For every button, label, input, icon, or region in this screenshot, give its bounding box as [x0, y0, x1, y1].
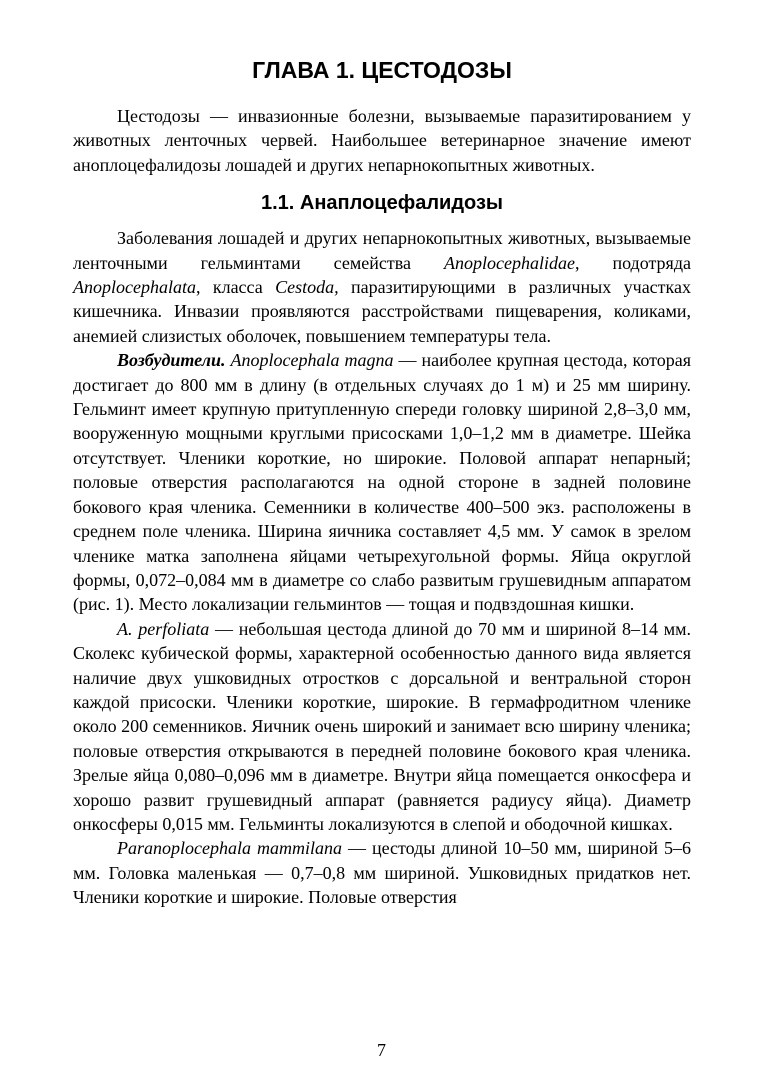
paragraph-paranoplocephala: [73, 836, 691, 909]
paragraph-text: — небольшая цестода длиной до 70 мм и шириной 8–14 мм. Сколекс кубической формы, характерной особенностью данного вида является наличие двух ушковидных отростков с дорсальной и вентральной сторон каждой присоски. Членики короткие, широкие. В гермафродитном членике около 200 семенников. Яичник очень широкий и занимает всю ширину членика; половые отверстия открываются в передней половине бокового края членика. Зрелые яйца 0,080–0,096 мм в диаметре. Внутри яйца помещается онкосфера и хорошо развит грушевидный аппарат (равняется радиусу яйца). Диаметр онкосферы 0,015 мм. Гельминты локализуются в слепой и ободочной кишках.: [73, 618, 691, 834]
paragraph-text: , подотряда: [574, 252, 691, 273]
species-paranoplocephala-mammilana: Paranoplocephala mammilana: [117, 838, 342, 859]
paragraph-diseases: [73, 226, 691, 348]
paragraph-text: паразитирующими в различных участках кишечника. Инвазии проявляются расстройствами пищеварения, коликами, анемией слизистых оболочек, повышением температуры тела.: [73, 277, 691, 346]
species-anoplocephala-magna: Anoplocephala magna: [230, 350, 394, 371]
paragraph-text: — цестоды длиной 10–50 мм, шириной 5–6 мм. Головка маленькая — 0,7–0,8 мм шириной. Ушковидных придатков нет. Членики короткие и широкие. Половые отверстия: [73, 838, 691, 908]
section-title: 1.1. Анаплоцефалидозы: [260, 192, 503, 215]
taxon-class: Cestoda,: [275, 277, 339, 298]
paragraph-text: , класса: [195, 277, 276, 298]
chapter-intro-paragraph: Цестодозы — инвазионные болезни, вызываемые паразитированием у животных ленточных червей. Наибольшее ветеринарное значение имеют аноплоцефалидозы лошадей и других непарнокопытных животных.: [73, 106, 691, 175]
page-number: 7: [377, 1040, 386, 1060]
paragraph-pathogens: [73, 348, 691, 616]
page-content: [73, 52, 691, 910]
paragraph-text: — наиболее крупная цестода, которая достигает до 800 мм в длину (в отдельных случаях до 1 м) и 25 мм ширину. Гельминт имеет крупную притупленную спереди головку шириной 2,8–3,0 мм, вооруженную мощными круглыми присосками 1,0–1,2 мм в диаметре. Шейка отсутствует. Членики короткие, но широкие. Половой аппарат непарный; половые отверстия располагаются на одной стороне в задней половине бокового края членика. Семенники в количестве 400–500 экз. расположены в среднем поле членика. Ширина яичника составляет 4,5 мм. У самок в зрелом членике матка заполнена яйцами четырехугольной формы. Яйца округлой формы, 0,072–0,084 мм в диаметре со слабо развитым грушевидным аппаратом (рис. 1). Место локализации гельминтов — тощая и подвздошная кишки.: [73, 350, 691, 615]
pathogens-heading: Возбудители.: [117, 350, 226, 371]
chapter-title: ГЛАВА 1. ЦЕСТОДОЗЫ: [252, 57, 512, 83]
paragraph-text: Заболевания лошадей и других непарнокопытных животных, вызываемые ленточными гельминтами семейства: [73, 228, 691, 273]
taxon-suborder: Anoplocephalata: [73, 277, 196, 298]
species-a-perfoliata: A. perfoliata: [117, 618, 210, 639]
paragraph-perfoliata: [73, 617, 691, 837]
taxon-family: Anoplocephalidae: [443, 252, 575, 273]
